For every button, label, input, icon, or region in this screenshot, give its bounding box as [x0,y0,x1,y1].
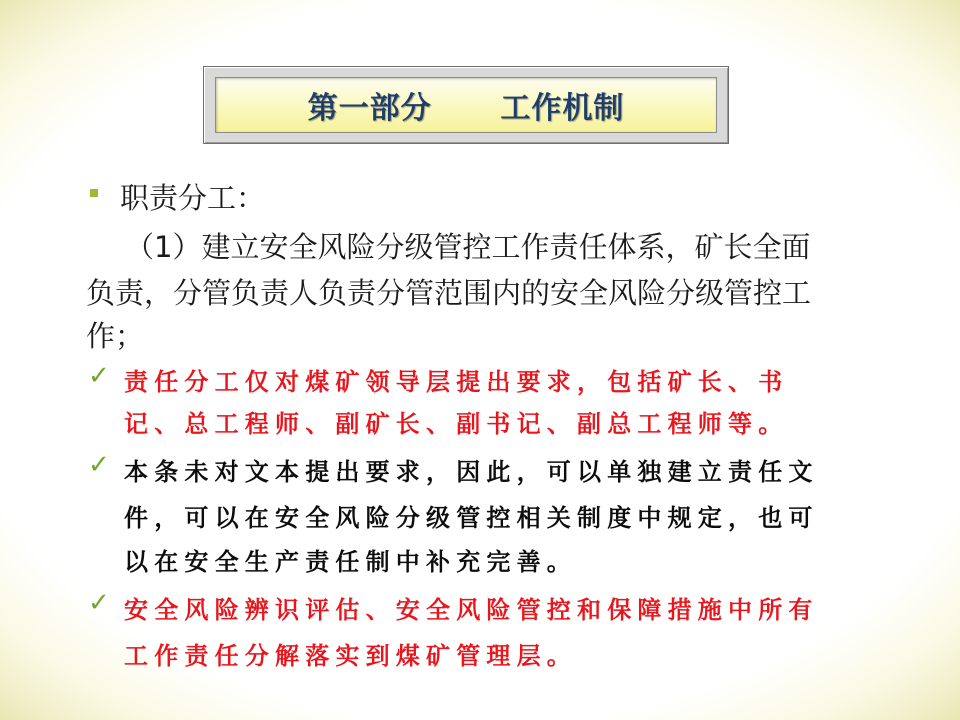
note-line: 件，可以在安全风险分级管控相关制度中规定，也可 [124,503,819,532]
note-line: 以在安全生产责任制中补充完善。 [124,547,577,576]
note-line: 安全风险辨识评估、安全风险管控和保障措施中所有 [124,595,819,624]
paragraph-line: （1）建立安全风险分级管控工作责任体系，矿长全面 [125,230,811,264]
checkmark-icon: ✓ [88,361,110,391]
note-line: 记、总工程师、副矿长、副书记、副总工程师等。 [124,409,789,438]
paragraph-line: 作； [86,319,145,353]
note-line: 责任分工仅对煤矿领导层提出要求，包括矿长、书 [124,367,789,396]
note-line: 本条未对文本提出要求，因此，可以单独建立责任文 [124,457,819,486]
note-line: 工作责任分解落实到煤矿管理层。 [124,641,577,670]
title-box-inner [215,77,717,133]
square-bullet-icon [90,189,98,197]
checkmark-icon: ✓ [88,450,110,480]
section-heading: 职责分工： [120,181,266,215]
slide-title: 第一部分 工作机制 [307,91,625,126]
paragraph-line: 负责，分管负责人负责分管范围内的安全风险分级管控工 [86,276,812,310]
checkmark-icon: ✓ [88,588,110,618]
title-box [203,66,729,144]
